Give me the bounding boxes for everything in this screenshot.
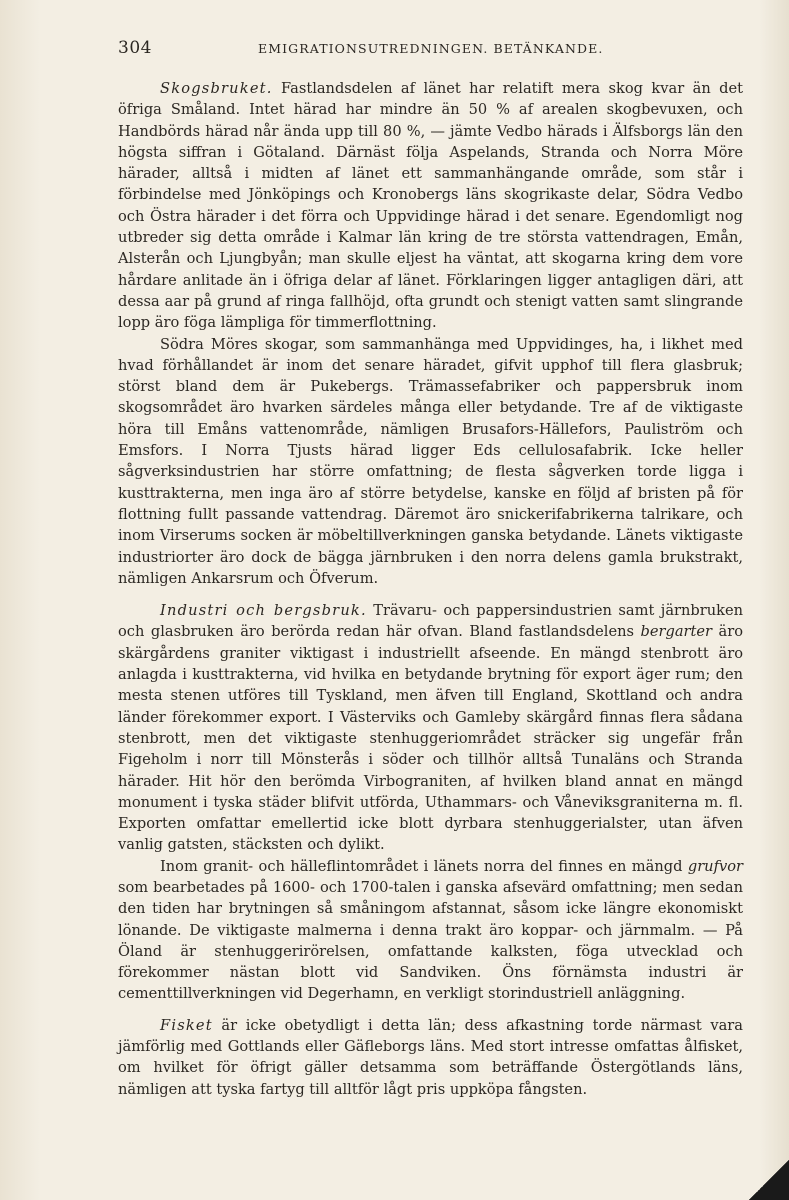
paragraph-industri bbox=[118, 600, 743, 856]
section-heading-skogsbruket: Skogsbruket. bbox=[160, 80, 273, 97]
paragraph-fisket bbox=[118, 1015, 743, 1100]
paragraph-text: är icke obetydligt i detta län; dess afkastning torde närmast vara jämförlig med Gottlands eller Gäfleborgs läns. Med stort intresse omfattas ålfisket, om hvilket för öfrigt gäller detsamma som beträffande Östergötlands läns, nämligen att tyska fartyg till alltför lågt pris uppköpa fångsten. bbox=[118, 1016, 743, 1098]
paragraph-text: Södra Möres skogar, som sammanhänga med Uppvidinges, ha, i likhet med hvad förhållandet är inom det senare häradet, gifvit upphof till flera glasbruk; störst bland dem är Pukebergs. Trämassefabriker och pappersbruk inom skogsområdet äro hvarken särdeles många eller betydande. Tre af de viktigaste höra till Emåns vattenområde, nämligen Brusafors-Hällefors, Pauliström och Emsfors. I Norra Tjusts härad ligger Eds cellulosafabrik. Icke heller sågverksindustrien har större omfattning; de flesta sågverken torde ligga i kusttrakterna, men inga äro af större betydelse, kanske en följd af bristen på för flottning fullt passande vattendrag. Däremot äro snickerifabrikerna talrikare, och inom Virserums socken är möbeltillverkningen ganska betydande. Länets viktigaste industriorter äro dock de bägga järnbruken i den norra delens gamla brukstrakt, nämligen Ankarsrum och Öfverum. bbox=[118, 335, 743, 587]
running-title: EMIGRATIONSUTREDNINGEN. BETÄNKANDE. bbox=[258, 41, 604, 56]
paragraph-text: Fastlandsdelen af länet har relatift mera skog kvar än det öfriga Småland. Intet härad har mindre än 50 % af arealen skogbevuxen, och Handbörds härad når ända upp till 80 %, — jämte Vedbo härads i Älfsborgs län den högsta siffran i Götaland. Därnäst följa Aspelands, Stranda och Norra Möre härader, alltså i midten af länet ett sammanhängande område, som står i förbindelse med Jönköpings och Kronobergs läns skogrikaste delar, Södra Vedbo och Östra härader i det förra och Uppvidinge härad i det senare. Egendomligt nog utbreder sig detta område i Kalmar län kring de tre största vattendragen, Emån, Alsterån och Ljungbyån; man skulle eljest ha väntat, att skogarna kring dem vore hårdare anlitade än i öfriga delar af länet. Förklaringen ligger antagligen däri, att dessa aar på grund af ringa fallhöjd, ofta grundt och stenigt vatten samt slingrande lopp äro föga lämpliga för timmerflottning. bbox=[118, 80, 743, 332]
page-corner-shadow bbox=[749, 1160, 789, 1200]
paragraph-text: Inom granit- och hälleflintområdet i länets norra del finnes en mängd bbox=[160, 857, 688, 875]
paragraph-grufvor bbox=[118, 856, 743, 1005]
page-number: 304 bbox=[118, 38, 152, 58]
body-text bbox=[118, 78, 743, 1100]
italic-term-grufvor: grufvor bbox=[687, 857, 743, 875]
paragraph-sodra-mores bbox=[118, 334, 743, 590]
section-heading-industri: Industri och bergsbruk. bbox=[160, 602, 367, 620]
section-heading-fisket: Fisket bbox=[160, 1016, 213, 1034]
paragraph-text: som bearbetades på 1600- och 1700-talen i ganska afsevärd omfattning; men sedan den tiden har brytningen så småningom afstannat, såsom icke längre ekonomiskt lönande. De viktigaste malmerna i denna trakt äro koppar- och järnmalm. — På Öland är stenhuggerirörelsen, omfattande kalksten, föga utvecklad och förekommer nästan blott vid Sandviken. Öns förnämsta industri är cementtillverkningen vid Degerhamn, en verkligt storindustriell anläggning. bbox=[118, 878, 743, 1003]
paragraph-text: Trävaru- och pappersindustrien samt järnbruken och glasbruken äro berörda redan här ofvan. Bland fastlandsdelens bbox=[118, 602, 743, 641]
page-header bbox=[118, 38, 678, 62]
italic-term-bergarter: bergarter bbox=[640, 623, 712, 641]
paragraph-skogsbruket bbox=[118, 78, 743, 334]
paragraph-text: äro skärgårdens graniter viktigast i industriellt afseende. En mängd stenbrott äro anlagda i kusttrakterna, vid hvilka en betydande brytning för export äger rum; den mesta stenen utföres till Tyskland, men äfven till England, Skottland och andra länder förekommer export. I Västerviks och Gamleby skärgård finnas flera sådana stenbrott, men det viktigaste stenhuggeriområdet sträcker sig ungefär från Figeholm i norr till Mönsterås i söder och tillhör alltså Tunaläns och Stranda härader. Hit hör den berömda Virbograniten, af hvilken bland annat en mängd monument i tyska städer blifvit utförda, Uthammars- och Våneviksgraniterna m. fl. Exporten omfattar emellertid icke blott dyrbara stenhuggerialster, utan äfven vanlig gatsten, stäcksten och dylikt. bbox=[118, 623, 743, 854]
